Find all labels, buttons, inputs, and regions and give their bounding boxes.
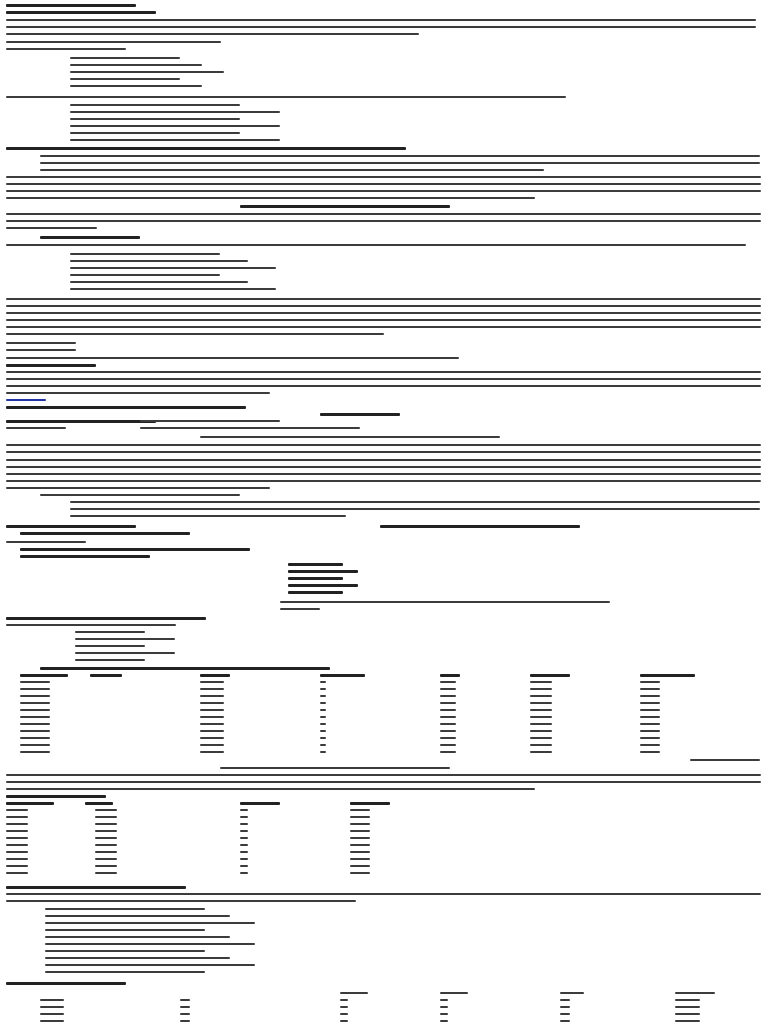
link-line <box>6 399 46 401</box>
table-cell <box>95 809 117 811</box>
table-cell <box>440 751 456 753</box>
list-item-line <box>45 971 205 973</box>
table-cell <box>6 872 28 874</box>
paragraph-line <box>6 244 746 246</box>
paragraph-line <box>6 176 761 178</box>
table-cell <box>320 751 326 753</box>
paragraph-line <box>6 298 761 300</box>
list-item-line <box>140 427 360 429</box>
table-header-cell <box>85 802 113 805</box>
paragraph-line <box>6 392 270 394</box>
list-item-line <box>288 591 343 594</box>
list-item-line <box>70 139 280 141</box>
paragraph-line <box>6 227 97 229</box>
table-cell <box>440 999 448 1001</box>
list-item-line <box>45 943 255 945</box>
table-cell <box>640 751 660 753</box>
list-item-line <box>70 281 248 283</box>
table-cell <box>440 1006 448 1008</box>
paragraph-line <box>220 767 450 769</box>
list-item-line <box>70 274 220 276</box>
table-header-cell <box>530 674 570 677</box>
table-cell <box>6 823 28 825</box>
list-item-line <box>70 104 240 106</box>
list-item-line <box>70 267 276 269</box>
table-cell <box>95 858 117 860</box>
table-cell <box>350 816 370 818</box>
table-cell <box>440 737 456 739</box>
table-cell <box>6 830 28 832</box>
table-cell <box>95 823 117 825</box>
table-cell <box>20 688 50 690</box>
table-cell <box>640 716 660 718</box>
table-4-caption-line <box>6 795 106 798</box>
table-cell <box>675 1020 700 1022</box>
paragraph-line <box>6 487 270 489</box>
table-cell <box>200 709 224 711</box>
paragraph-line <box>6 480 761 482</box>
table-cell <box>95 844 117 846</box>
table-cell <box>6 858 28 860</box>
table-cell <box>320 730 326 732</box>
table-header-cell <box>20 674 68 677</box>
table-header-cell <box>6 802 54 805</box>
table-cell <box>640 744 660 746</box>
table-cell <box>440 1013 448 1015</box>
list-item-line <box>45 929 205 931</box>
table-cell <box>95 830 117 832</box>
list-heading-line <box>6 48 126 50</box>
table-cell <box>6 809 28 811</box>
table-cell <box>20 709 50 711</box>
table-header-cell <box>340 992 368 994</box>
table-cell <box>6 844 28 846</box>
paragraph-line <box>6 385 761 387</box>
table-cell <box>530 681 552 683</box>
paragraph-line <box>6 371 761 373</box>
list-item-line <box>45 936 230 938</box>
section-heading-line <box>6 11 156 14</box>
table-cell <box>440 716 456 718</box>
label-line <box>6 342 76 344</box>
table-caption-line <box>40 667 330 670</box>
question-line <box>6 525 136 528</box>
label-line <box>6 349 76 351</box>
list-item-line <box>45 964 255 966</box>
paragraph-line <box>6 197 535 199</box>
list-item-line <box>70 85 202 87</box>
table-cell <box>200 695 224 697</box>
list-item-line <box>70 132 240 134</box>
table-cell <box>530 723 552 725</box>
subsection-heading-line <box>40 236 140 239</box>
table-cell <box>180 1006 190 1008</box>
table-cell <box>350 844 370 846</box>
table-cell <box>440 1020 448 1022</box>
list-item-line <box>45 915 230 917</box>
paragraph-line <box>40 155 760 157</box>
table-cell <box>20 730 50 732</box>
table-cell <box>200 744 224 746</box>
table-cell <box>530 709 552 711</box>
table-header-cell <box>560 992 584 994</box>
table-cell <box>200 681 224 683</box>
intro-line <box>6 33 419 35</box>
table-cell <box>440 730 456 732</box>
table-cell <box>200 723 224 725</box>
table-cell <box>320 716 326 718</box>
table-cell <box>340 999 348 1001</box>
table-cell <box>40 1013 64 1015</box>
list-item-line <box>70 253 220 255</box>
table-cell <box>240 865 248 867</box>
table-cell <box>350 830 370 832</box>
table-cell <box>240 809 248 811</box>
table-cell <box>320 723 326 725</box>
table-cell <box>675 1006 700 1008</box>
table-cell <box>6 851 28 853</box>
table-cell <box>40 1020 64 1022</box>
table-cell <box>95 816 117 818</box>
table-cell <box>40 1006 64 1008</box>
table-cell <box>95 872 117 874</box>
list-item-line <box>75 659 145 661</box>
table-cell <box>440 695 456 697</box>
list-item-line <box>75 645 145 647</box>
document-title-line <box>6 4 136 7</box>
section-heading-line <box>320 413 400 416</box>
paragraph-line <box>6 451 761 453</box>
table-cell <box>440 723 456 725</box>
table-cell <box>350 872 370 874</box>
list-item-line <box>75 638 175 640</box>
table-cell <box>440 688 456 690</box>
table-header-cell <box>675 992 715 994</box>
list-item-line <box>70 57 180 59</box>
paragraph-line <box>6 333 384 335</box>
paragraph-line <box>70 515 346 517</box>
table-cell <box>240 851 248 853</box>
table-cell <box>560 1013 570 1015</box>
paragraph-line <box>6 444 761 446</box>
table-cell <box>560 1006 570 1008</box>
table-cell <box>240 844 248 846</box>
table-cell <box>320 737 326 739</box>
table-cell <box>530 702 552 704</box>
paragraph-line <box>6 213 761 215</box>
label-line <box>6 427 66 429</box>
list-item-line <box>288 577 343 580</box>
table-cell <box>320 744 326 746</box>
table-header-cell <box>320 674 365 677</box>
question-line <box>6 886 186 889</box>
table-cell <box>530 730 552 732</box>
paragraph-line <box>70 508 760 510</box>
table-cell <box>95 837 117 839</box>
table-cell <box>200 737 224 739</box>
table-cell <box>180 1020 190 1022</box>
table-cell <box>320 695 326 697</box>
paragraph-line <box>70 501 760 503</box>
paragraph-line <box>6 305 761 307</box>
list-item-line <box>288 584 358 587</box>
table-cell <box>320 709 326 711</box>
list-item-line <box>40 494 240 496</box>
paragraph-line <box>40 169 544 171</box>
paragraph-line <box>6 893 761 895</box>
table-cell <box>6 837 28 839</box>
list-item-line <box>70 125 280 127</box>
table-header-cell <box>640 674 695 677</box>
table-cell <box>340 1013 348 1015</box>
paragraph-line <box>280 601 610 603</box>
list-item-line <box>70 260 248 262</box>
table-header-cell <box>200 674 230 677</box>
list-item-line <box>288 563 343 566</box>
table-cell <box>20 695 50 697</box>
paragraph-line <box>6 900 356 902</box>
table-cell <box>320 688 326 690</box>
table-cell <box>350 837 370 839</box>
table-header-cell <box>350 802 390 805</box>
paragraph-line <box>6 220 761 222</box>
table-cell <box>20 744 50 746</box>
table-cell <box>6 816 28 818</box>
paragraph-line <box>40 162 760 164</box>
intro-line <box>6 26 756 28</box>
table-cell <box>640 695 660 697</box>
table-cell <box>640 709 660 711</box>
table-cell <box>530 695 552 697</box>
table-cell <box>640 730 660 732</box>
list-item-line <box>140 420 280 422</box>
table-note-line <box>690 759 760 761</box>
table-cell <box>20 716 50 718</box>
paragraph-line <box>6 459 761 461</box>
list-item-line <box>45 922 255 924</box>
question-line <box>380 525 580 528</box>
table-cell <box>640 681 660 683</box>
table-header-cell <box>440 674 460 677</box>
list-item-line <box>70 111 280 113</box>
list-item-line <box>75 652 175 654</box>
paragraph-line <box>6 378 761 380</box>
table-cell <box>530 716 552 718</box>
paragraph-line <box>6 190 761 192</box>
list-item-line <box>45 950 205 952</box>
table-header-cell <box>440 992 468 994</box>
table-2-caption-line <box>6 617 206 620</box>
table-cell <box>440 709 456 711</box>
table-cell <box>320 702 326 704</box>
table-cell <box>340 1006 348 1008</box>
paragraph-line <box>6 319 761 321</box>
table-cell <box>320 681 326 683</box>
section-heading-line <box>6 406 246 409</box>
table-cell <box>350 858 370 860</box>
table-header-cell <box>240 802 280 805</box>
list-item-line <box>70 64 202 66</box>
paragraph-line <box>6 326 761 328</box>
paragraph-line <box>6 774 761 776</box>
paragraph-line <box>6 312 761 314</box>
paragraph-line <box>6 96 566 98</box>
table-cell <box>560 1020 570 1022</box>
paragraph-line <box>6 357 459 359</box>
question-line <box>6 147 406 150</box>
table-cell <box>200 730 224 732</box>
table-cell <box>20 737 50 739</box>
subsection-heading-line <box>6 364 96 367</box>
paragraph-line <box>6 781 761 783</box>
question-line <box>6 420 156 423</box>
table-cell <box>20 681 50 683</box>
table-cell <box>350 823 370 825</box>
list-item-line <box>45 908 205 910</box>
table-cell <box>675 999 700 1001</box>
paragraph-line <box>6 624 176 626</box>
table-cell <box>240 816 248 818</box>
table-cell <box>200 702 224 704</box>
table-cell <box>340 1020 348 1022</box>
table-cell <box>440 744 456 746</box>
table-cell <box>675 1013 700 1015</box>
paragraph-line <box>6 183 761 185</box>
question-line <box>6 41 221 43</box>
table-cell <box>240 830 248 832</box>
list-item-line <box>20 555 150 558</box>
list-item-line <box>70 118 240 120</box>
table-cell <box>530 751 552 753</box>
table-cell <box>640 702 660 704</box>
table-cell <box>240 872 248 874</box>
table-5-caption-line <box>6 982 126 985</box>
table-cell <box>240 823 248 825</box>
section-heading-line <box>240 205 450 208</box>
table-cell <box>20 702 50 704</box>
intro-line <box>6 19 756 21</box>
table-cell <box>530 737 552 739</box>
table-cell <box>95 851 117 853</box>
table-cell <box>640 688 660 690</box>
table-cell <box>350 851 370 853</box>
list-item-line <box>70 78 180 80</box>
list-item-line <box>20 548 250 551</box>
table-cell <box>200 716 224 718</box>
table-cell <box>350 865 370 867</box>
table-cell <box>440 702 456 704</box>
list-item-line <box>70 288 276 290</box>
table-cell <box>350 809 370 811</box>
table-cell <box>6 865 28 867</box>
paragraph-line <box>6 788 535 790</box>
table-cell <box>20 723 50 725</box>
table-cell <box>40 999 64 1001</box>
paragraph-line <box>200 436 500 438</box>
table-cell <box>200 688 224 690</box>
table-cell <box>240 837 248 839</box>
table-cell <box>95 865 117 867</box>
table-header-cell <box>90 674 122 677</box>
list-item-line <box>288 570 358 573</box>
paragraph-line <box>6 473 761 475</box>
table-cell <box>180 1013 190 1015</box>
list-item-line <box>70 71 224 73</box>
table-cell <box>440 681 456 683</box>
table-cell <box>530 744 552 746</box>
table-cell <box>240 858 248 860</box>
table-cell <box>530 688 552 690</box>
list-item-line <box>45 957 230 959</box>
table-cell <box>20 751 50 753</box>
paragraph-line <box>280 608 320 610</box>
table-cell <box>640 723 660 725</box>
paragraph-line <box>6 466 761 468</box>
question-line <box>20 532 190 535</box>
table-cell <box>200 751 224 753</box>
list-item-line <box>75 631 145 633</box>
label-line <box>6 541 86 543</box>
table-cell <box>640 737 660 739</box>
table-cell <box>560 999 570 1001</box>
table-cell <box>180 999 190 1001</box>
